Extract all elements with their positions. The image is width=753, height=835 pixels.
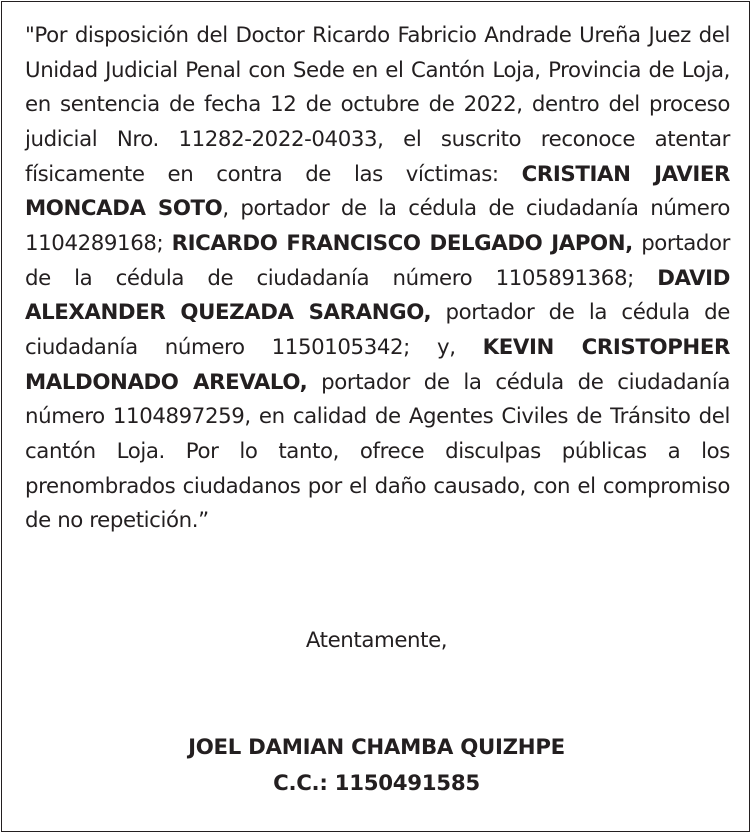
notice-text-id-2: portador de la cédula de ciudadanía número 1105891368; <box>25 230 730 291</box>
notice-text-conclusion: portador de la cédula de ciudadanía número 1104897259, en calidad de Agentes Civiles de Tránsito del cantón Loja. Por lo tanto, ofrece disculpas públicas a los prenombrados ciudadanos por el daño causado, con el compromiso de no repetición.” <box>25 369 730 534</box>
victim-name-1: CRISTIAN JAVIER MONCADA SOTO <box>25 161 730 222</box>
victim-name-4: KEVIN CRISTOPHER MALDONADO AREVALO, <box>25 334 730 395</box>
notice-text-id-3: portador de la cédula de ciudadanía número 1150105342; y, <box>25 300 730 360</box>
signer-id-number: C.C.: 1150491585 <box>273 771 480 796</box>
victim-name-2: RICARDO FRANCISCO DELGADO JAPON, <box>171 230 633 256</box>
victim-name-3: DAVID ALEXANDER QUEZADA SARANGO, <box>25 265 730 326</box>
notice-text-intro: "Por disposición del Doctor Ricardo Fabricio Andrade Ureña Juez del Unidad Judicial Penal con Sede en el Cantón Loja, Provincia de Loja, en sentencia de fecha 12 de octubre de 2022, dentro del proceso judicial Nro. 11282-2022-04033, el suscrito reconoce atentar físicamente en contra de las víctimas: <box>25 23 730 187</box>
closing-salutation: Atentamente, <box>305 628 448 653</box>
notice-frame <box>1 1 750 832</box>
notice-body <box>25 19 730 539</box>
notice-text-id-1: , portador de la cédula de ciudadanía número 1104289168; <box>25 196 730 256</box>
signer-name: JOEL DAMIAN CHAMBA QUIZHPE <box>188 735 565 760</box>
